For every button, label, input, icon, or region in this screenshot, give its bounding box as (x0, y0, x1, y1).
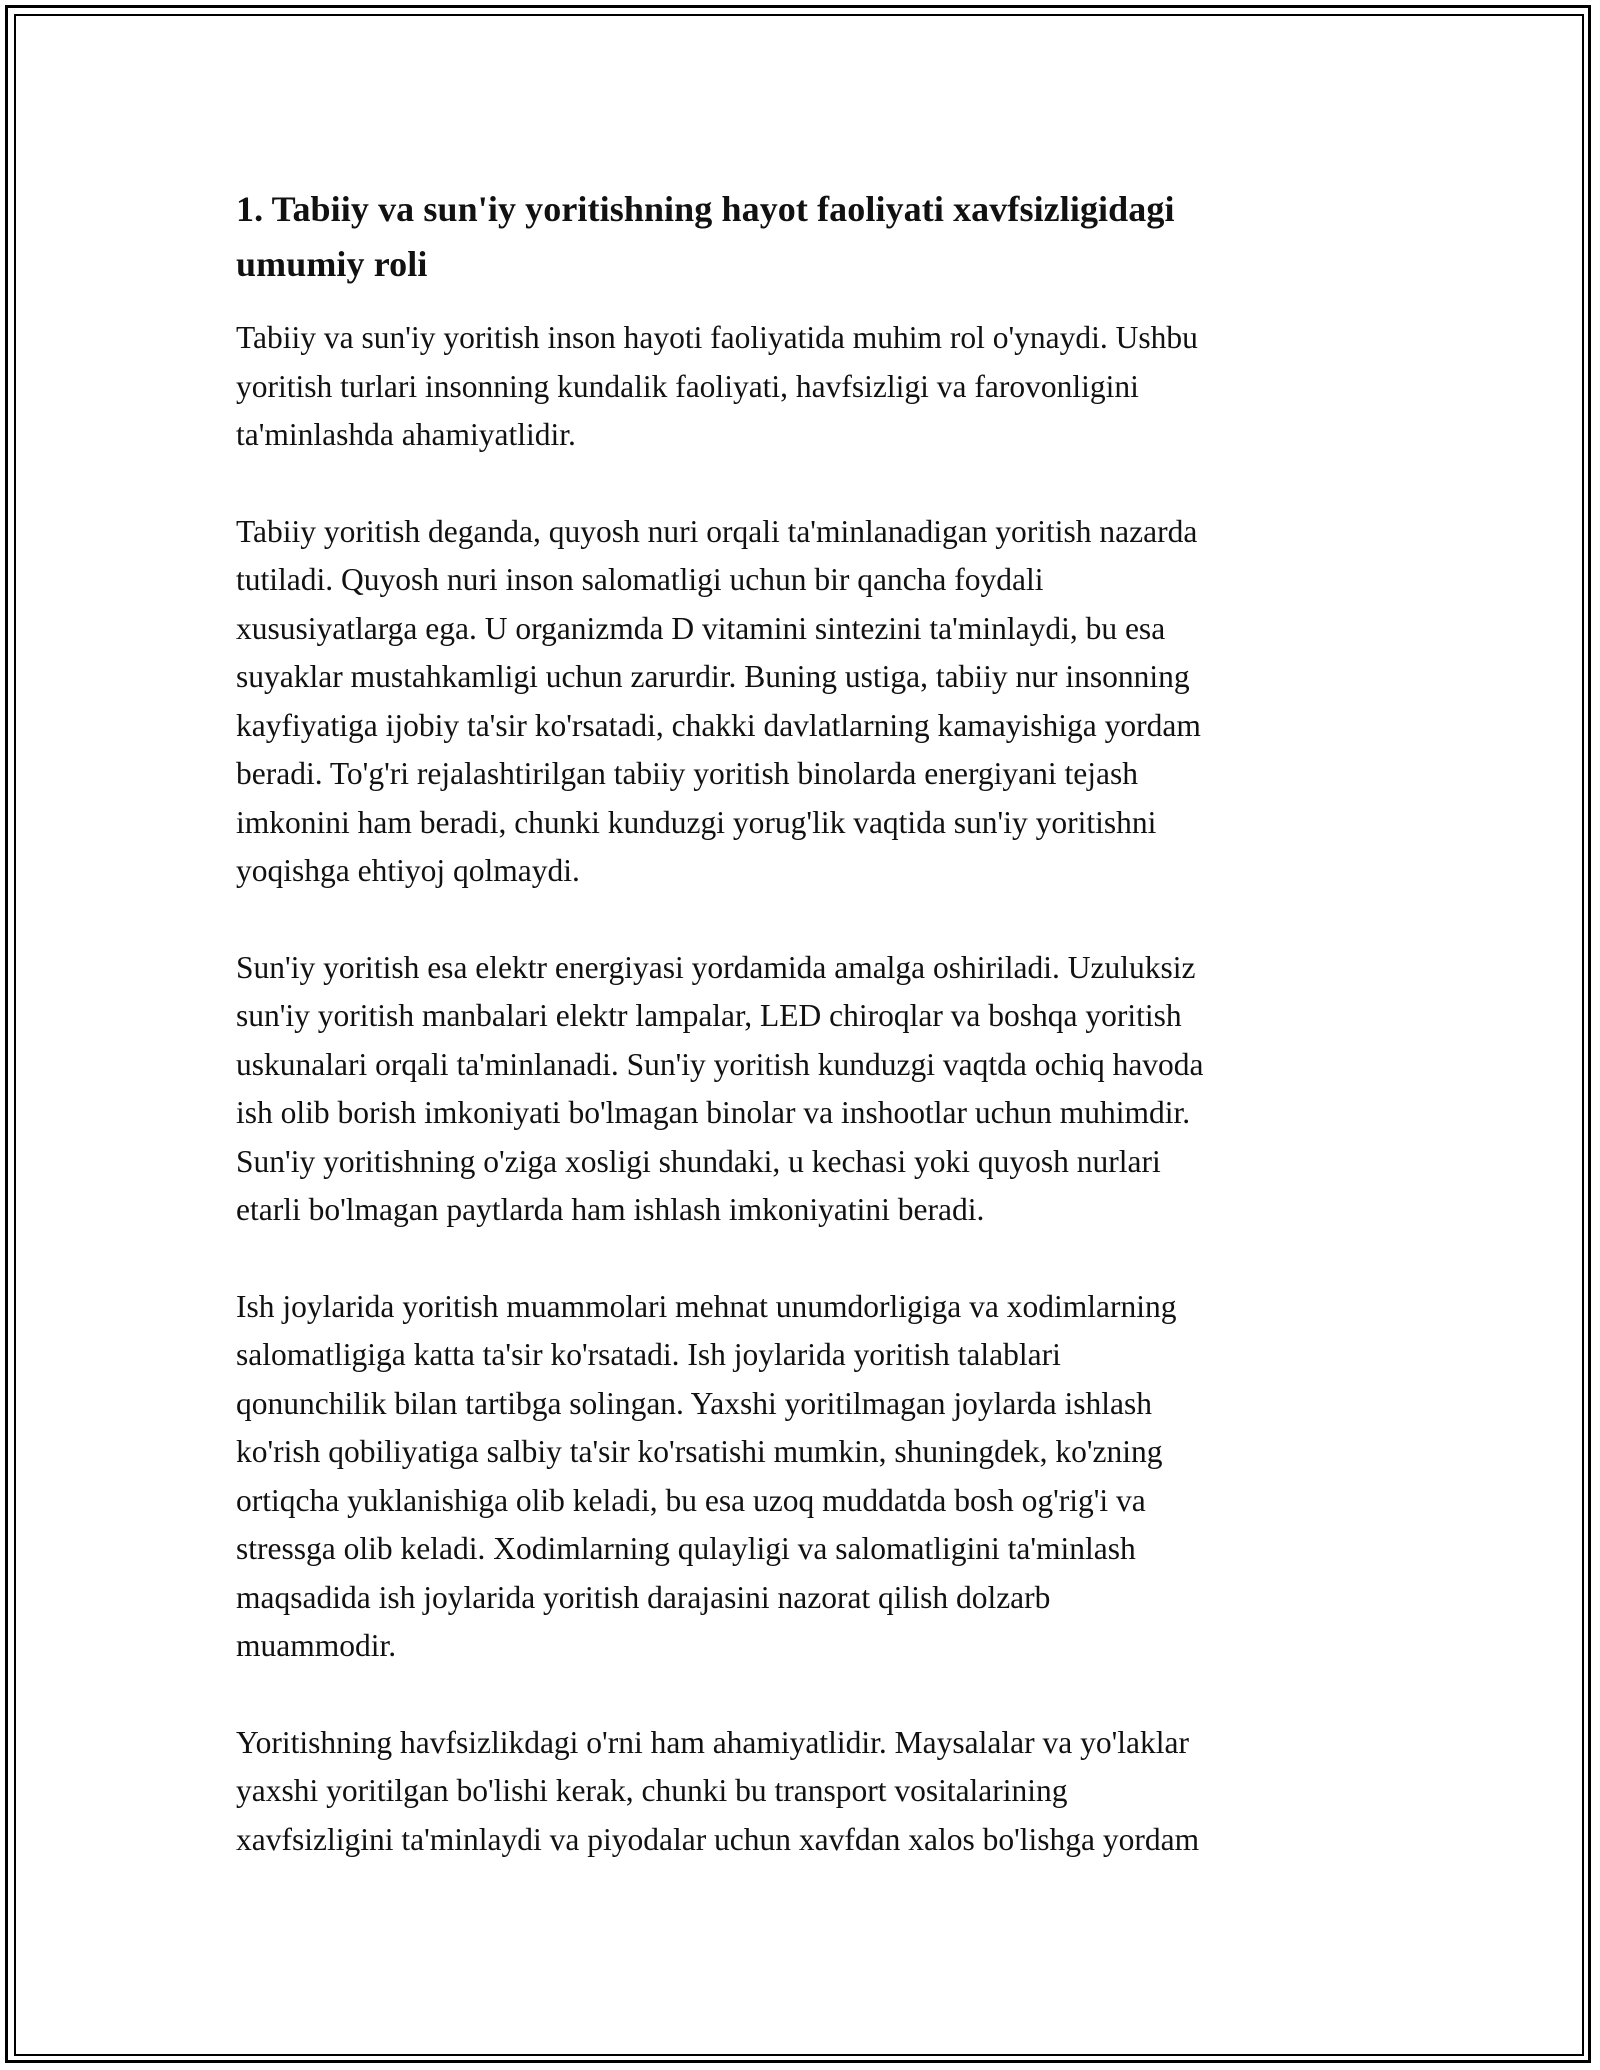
document-body (236, 182, 1366, 1864)
paragraph-workplace-lighting: Ish joylarida yoritish muammolari mehnat unumdorligiga va xodimlarning salomatligiga katta ta'sir ko'rsatadi. Ish joylarida yoritish talablari qonunchilik bilan tartibga solingan. Yaxshi yoritilmagan joylarda ishlash ko'rish qobiliyatiga salbiy ta'sir ko'rsatishi mumkin, shuningdek, ko'zning ortiqcha yuklanishiga olib keladi, bu esa uzoq muddatda bosh og'rig'i va stressga olib keladi. Xodimlarning qulayligi va salomatligini ta'minlash maqsadida ish joylarida yoritish darajasini nazorat qilish dolzarb muammodir. (236, 1288, 1177, 1663)
paragraph-intro: Tabiiy va sun'iy yoritish inson hayoti faoliyatida muhim rol o'ynaydi. Ushbu yoritish turlari insonning kundalik faoliyati, havfsizligi va farovonligini ta'minlashda ahamiyatlidir. (236, 320, 1198, 452)
section-heading: 1. Tabiiy va sun'iy yoritishning hayot faoliyati xavfsizligidagi umumiy roli (236, 189, 1175, 284)
paragraph-artificial-lighting: Sun'iy yoritish esa elektr energiyasi yordamida amalga oshiriladi. Uzuluksiz sun'iy yoritish manbalari elektr lampalar, LED chiroqlar va boshqa yoritish uskunalari orqali ta'minlanadi. Sun'iy yoritish kunduzgi vaqtda ochiq havoda ish olib borish imkoniyati bo'lmagan binolar va inshootlar uchun muhimdir. Sun'iy yoritishning o'ziga xosligi shundaki, u kechasi yoki quyosh nurlari etarli bo'lmagan paytlarda ham ishlash imkoniyatini beradi. (236, 949, 1204, 1227)
paragraph-safety-lighting: Yoritishning havfsizlikdagi o'rni ham ahamiyatlidir. Maysalalar va yo'laklar yaxshi yoritilgan bo'lishi kerak, chunki bu transport vositalarining xavfsizligini ta'minlaydi va piyodalar uchun xavfdan xalos bo'lishga yordam (236, 1724, 1200, 1857)
paragraph-natural-lighting: Tabiiy yoritish deganda, quyosh nuri orqali ta'minlanadigan yoritish nazarda tutiladi. Quyosh nuri inson salomatligi uchun bir qancha foydali xususiyatlarga ega. U organizmda D vitamini sintezini ta'minlaydi, bu esa suyaklar mustahkamligi uchun zarurdir. Buning ustiga, tabiiy nur insonning kayfiyatiga ijobiy ta'sir ko'rsatadi, chakki davlatlarning kamayishiga yordam beradi. To'g'ri rejalashtirilgan tabiiy yoritish binolarda energiyani tejash imkonini ham beradi, chunki kunduzgi yorug'lik vaqtida sun'iy yoritishni yoqishga ehtiyoj qolmaydi. (236, 513, 1201, 888)
